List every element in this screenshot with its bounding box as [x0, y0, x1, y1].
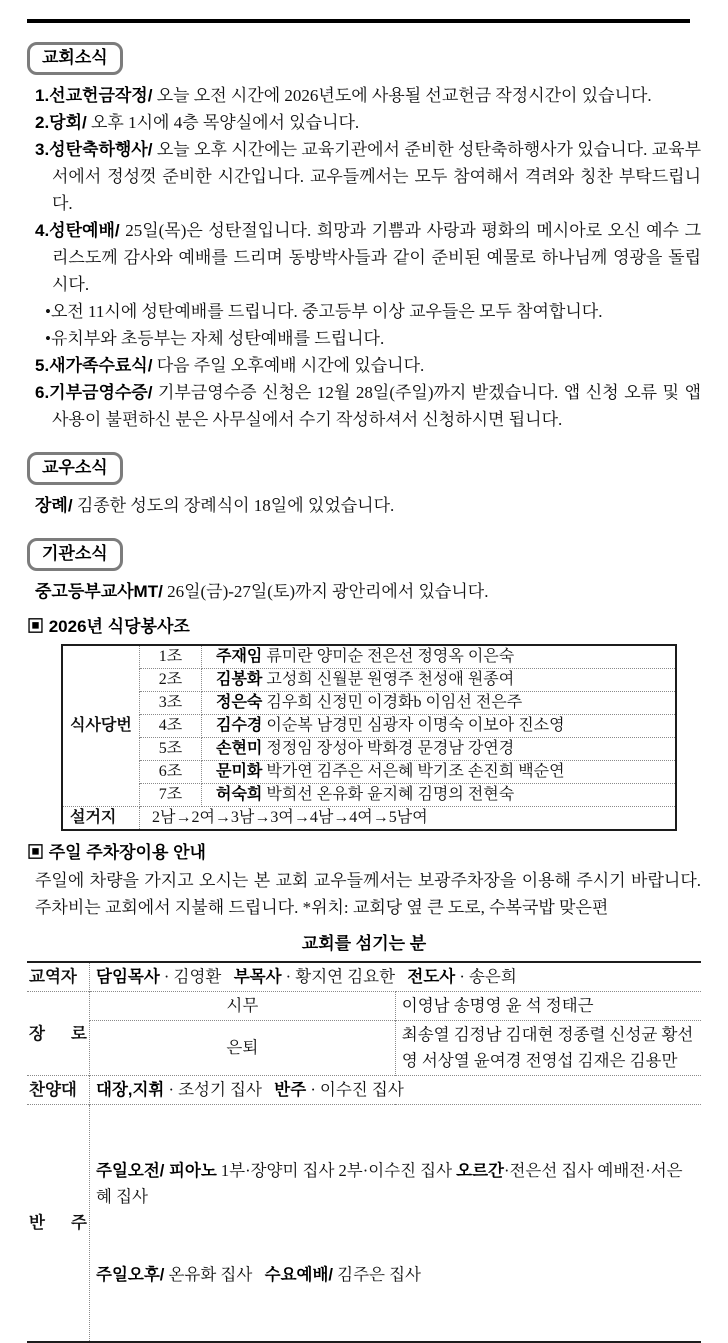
team-no: 3조 [140, 692, 202, 715]
elders-active-label: 시무 [90, 992, 396, 1021]
team-names [202, 761, 677, 784]
accompanists-label: 반 주 [27, 1105, 90, 1343]
elders-label: 장 로 [27, 992, 90, 1076]
team-names [202, 692, 677, 715]
table-row [62, 715, 676, 738]
item-body: 25일(목)은 성탄절입니다. 희망과 기쁨과 사랑과 평화의 메시아로 오신 예수 그리스도께 감사와 예배를 드리며 동방박사들과 같이 준비된 예물로 하나님께 영광을 돌립시다. [52, 221, 701, 294]
news-item-4-bullet-2: •유치부와 초등부는 자체 성탄예배를 드립니다. [45, 329, 385, 348]
team-leader: 정은숙 [216, 694, 263, 711]
table-row [62, 784, 676, 807]
team-names [202, 784, 677, 807]
team-names [202, 669, 677, 692]
elders-retired-label: 은퇴 [90, 1021, 396, 1076]
org-news-item [27, 578, 701, 605]
servants-table-title: 교회를 섬기는 분 [301, 934, 427, 953]
table-row-accompanists [27, 1105, 701, 1343]
section-badge-church-news [27, 42, 123, 75]
choir-label: 찬양대 [27, 1076, 90, 1105]
table-row-dishwashing [62, 807, 676, 831]
item-body: 오늘 오전 시간에 2026년도에 사용될 선교헌금 작정시간이 있습니다. [152, 86, 652, 105]
item-head: 5.새가족수료식/ [35, 356, 153, 375]
item-head: 1.선교헌금작정/ [35, 86, 153, 105]
news-item-3 [27, 136, 701, 217]
table-row [62, 761, 676, 784]
dishwashing-rotation: 2남→2여→3남→3여→4남→4여→5남여 [140, 807, 677, 831]
parking-body: 주일에 차량을 가지고 오시는 본 교회 교우들께서는 보광주차장을 이용해 주시기 바랍니다. 주차비는 교회에서 지불해 드립니다. *위치: 교회당 옆 큰 도로, 수복국밥 맞은편 [35, 871, 701, 917]
news-item-4 [27, 217, 701, 298]
table-row-pastors [27, 962, 701, 992]
team-no: 6조 [140, 761, 202, 784]
team-no: 5조 [140, 738, 202, 761]
table-row-elders-retired [27, 1021, 701, 1076]
team-no: 7조 [140, 784, 202, 807]
table-row [62, 738, 676, 761]
item-body: 오후 1시에 4층 목양실에서 있습니다. [86, 113, 360, 132]
team-members: 박희선 온유화 윤지혜 김명의 전현숙 [262, 786, 515, 803]
item-head: 장례/ [35, 496, 73, 515]
accompanists-line-1: 주일오전/ 피아노 1부·장양미 집사 2부·이수진 집사 오르간·전은선 집사 예배전·서은혜 집사 [96, 1161, 683, 1206]
team-leader: 주재임 [216, 648, 263, 665]
news-item-6 [27, 379, 701, 433]
accompanists-line-2: 주일오후/ 온유화 집사 수요예배/ 김주은 집사 [96, 1265, 421, 1284]
dining-duty-table [61, 644, 677, 831]
team-members: 이순복 남경민 심광자 이명숙 이보아 진소영 [262, 717, 565, 734]
table-row [62, 645, 676, 669]
table-row-choir [27, 1076, 701, 1105]
dishwashing-label: 설거지 [62, 807, 140, 831]
accompanists-names [90, 1105, 702, 1343]
table-row [62, 692, 676, 715]
parking-heading: ▣ 주일 주차장이용 안내 [27, 843, 206, 862]
dining-duty-heading: ▣ 2026년 식당봉사조 [27, 617, 190, 636]
item-head: 3.성탄축하행사/ [35, 140, 153, 159]
section-title: 기관소식 [42, 544, 108, 563]
pastors-label: 교역자 [27, 962, 90, 992]
team-no: 2조 [140, 669, 202, 692]
servants-table [27, 961, 701, 1343]
section-title: 교회소식 [42, 48, 108, 67]
news-item-2 [27, 109, 701, 136]
team-leader: 문미화 [216, 763, 263, 780]
item-body: 다음 주일 오후예배 시간에 있습니다. [152, 356, 425, 375]
section-title: 교우소식 [42, 458, 108, 477]
team-leader: 김봉화 [216, 671, 263, 688]
team-leader: 허숙희 [216, 786, 263, 803]
team-members: 고성희 신월분 원영주 천성애 원종여 [262, 671, 515, 688]
team-no: 4조 [140, 715, 202, 738]
team-names [202, 738, 677, 761]
dining-row-label: 식사당번 [62, 645, 140, 807]
team-names [202, 645, 677, 669]
section-badge-org-news [27, 538, 123, 571]
item-head: 6.기부금영수증/ [35, 383, 153, 402]
section-badge-member-news [27, 452, 123, 485]
item-body: 기부금영수증 신청은 12월 28일(주일)까지 받겠습니다. 앱 신청 오류 및 앱 사용이 불편하신 분은 사무실에서 수기 작성하셔서 신청하시면 됩니다. [52, 383, 701, 429]
table-row-elders-active [27, 992, 701, 1021]
elders-retired-names: 최송열 김정남 김대현 정종렬 신성균 황선영 서상열 윤여경 전영섭 김재은 김용만 [395, 1021, 701, 1076]
team-members: 정정임 장성아 박화경 문경남 강연경 [262, 740, 515, 757]
team-members: 박가연 김주은 서은혜 박기조 손진희 백순연 [262, 763, 565, 780]
news-item-5 [27, 352, 701, 379]
item-body: 김종한 성도의 장례식이 18일에 있었습니다. [72, 496, 395, 515]
team-leader: 손현미 [216, 740, 263, 757]
member-news-item [27, 492, 701, 519]
item-head: 4.성탄예배/ [35, 221, 120, 240]
item-head: 중고등부교사MT/ [35, 582, 163, 601]
item-body: 오늘 오후 시간에는 교육기관에서 준비한 성탄축하행사가 있습니다. 교육부서에서 정성껏 준비한 시간입니다. 교우들께서는 모두 참여해서 격려와 칭찬 부탁드립니다. [52, 140, 701, 213]
table-row [62, 669, 676, 692]
news-item-4-bullet-1: •오전 11시에 성탄예배를 드립니다. 중고등부 이상 교우들은 모두 참여합니다. [45, 302, 603, 321]
team-names [202, 715, 677, 738]
item-body: 26일(금)-27일(토)까지 광안리에서 있습니다. [162, 582, 489, 601]
news-item-1 [27, 82, 701, 109]
church-news-list [27, 82, 701, 433]
pastors-names: 담임목사 · 김영환 부목사 · 황지연 김요한 전도사 · 송은희 [90, 962, 702, 992]
team-leader: 김수경 [216, 717, 263, 734]
team-members: 류미란 양미순 전은선 정영옥 이은숙 [262, 648, 515, 665]
top-rule [27, 19, 690, 23]
elders-active-names: 이영남 송명영 윤 석 정태근 [395, 992, 701, 1021]
team-no: 1조 [140, 645, 202, 669]
choir-names: 대장,지휘 · 조성기 집사 반주 · 이수진 집사 [90, 1076, 702, 1105]
team-members: 김우희 신정민 이경화b 이임선 전은주 [262, 694, 523, 711]
item-head: 2.당회/ [35, 113, 87, 132]
